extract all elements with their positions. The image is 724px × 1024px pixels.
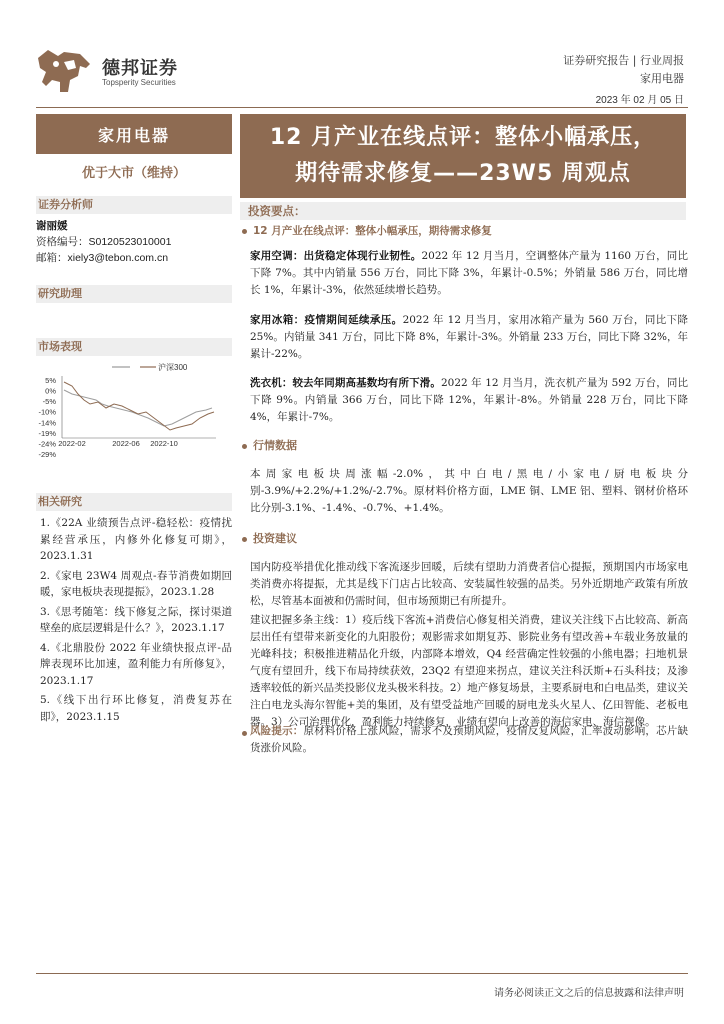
y-tick-label: 5% bbox=[45, 376, 56, 385]
analyst-info bbox=[36, 218, 236, 266]
market-chart-svg bbox=[36, 360, 236, 460]
related-list bbox=[40, 515, 232, 725]
advice-title: 投资建议 bbox=[253, 532, 297, 545]
x-tick-label: 2022-10 bbox=[150, 439, 178, 448]
assistant-heading: 研究助理 bbox=[36, 285, 232, 303]
para-market: 本周家电板块周涨幅-2.0%，其中白电/黑电/小家电/厨电板块分别-3.9%/+2.2%/+1.2%/-2.7%。原材料价格方面，LME 铜、LME 铝、塑料、钢材价格环比分别-3.1%、-1.4%、-0.7%、+1.4%。 bbox=[250, 468, 688, 514]
para-washer-text: 2022 年 12 月当月，洗衣机产量为 592 万台，同比下降 9%。内销量 366 万台，同比下降 12%，年累计-8%。外销量 228 万台，同比下降 4%，年累计-7%。 bbox=[250, 377, 688, 423]
report-sector: 家用电器 bbox=[640, 72, 684, 85]
brand-name-cn: 德邦证券 bbox=[102, 58, 178, 79]
risk-keyword: 风险提示： bbox=[250, 725, 304, 737]
related-item[interactable]: 5.《线下出行环比修复，消费复苏在即》，2023.1.15 bbox=[40, 694, 232, 723]
brand-name-en: Topsperity Securities bbox=[102, 78, 176, 87]
rating: 优于大市（维持） bbox=[81, 166, 186, 181]
bullet-icon bbox=[242, 229, 247, 234]
sector-box: 家用电器 bbox=[36, 114, 232, 154]
invest-sub-title: 12 月产业在线点评：整体小幅承压，期待需求修复 bbox=[253, 225, 492, 237]
para-washer bbox=[250, 375, 688, 426]
title-box bbox=[240, 114, 686, 198]
related-item[interactable]: 4.《北鼎股份 2022 年业绩快报点评-品牌表现环比加速，盈利能力有所修复》，2023.1.17 bbox=[40, 641, 232, 687]
x-tick-label: 2022-06 bbox=[112, 439, 140, 448]
bull-logo-icon bbox=[34, 46, 94, 94]
bullet-icon bbox=[242, 731, 247, 736]
invest-heading: 投资要点： bbox=[240, 202, 686, 220]
header-divider bbox=[36, 107, 688, 108]
y-tick-label: -24% bbox=[38, 439, 56, 449]
report-meta bbox=[563, 52, 684, 88]
x-tick-label: 2022-02 bbox=[58, 439, 86, 448]
analyst-cert: 资格编号：S0120523010001 bbox=[36, 236, 172, 248]
para-aircon bbox=[250, 248, 688, 299]
bullet-icon bbox=[242, 444, 247, 449]
para-risk bbox=[250, 723, 688, 757]
series-line-hs300 bbox=[64, 382, 214, 430]
related-item[interactable]: 1.《22A 业绩预告点评-稳轻松：疫情扰累经营承压，内修外化修复可期》，2023.1.31 bbox=[40, 517, 232, 562]
invest-sub-heading bbox=[242, 223, 492, 238]
market-heading: 市场表现 bbox=[36, 338, 232, 356]
para-advice-2: 建议把握多条主线：1）疫后线下客流+消费信心修复相关消费，建议关注线下占比较高、新高层出任有望带来新变化的九阳股份；观影需求如期复苏、影院业务有望改善+车载业务放量的光峰科技；积极推进精品化升级，内部降本增效，Q4 经营确定性较强的小熊电器；扫地机景气度有望回升，线下布局持续获效，23Q2 有望迎来拐点，建议关注科沃斯+石头科技；及渗透率较低的新兴品类投影仪龙头极米科技。2）地产修复场景，主要系厨电和白电品类，建议关注白电龙头海尔智能+美的集团，及有望受益地产回暖的厨电龙头火星人、亿田智能、老板电器。3）公司治理优化，盈利能力持续修复，业绩有望向上改善的海信家电、海信视像。 bbox=[250, 614, 688, 728]
footer-divider bbox=[36, 973, 688, 974]
legend-label-hs300: 沪深300 bbox=[158, 363, 188, 372]
y-tick-label: -14% bbox=[38, 418, 56, 428]
para-aircon-text: 2022 年 12 月当月，空调整体产量为 1160 万台，同比下降 7%。其中内销量 556 万台，同比下降 3%，年累计-0.5%；外销量 586 万台，同比增长 1%，年累计-3%，依然延续增长趋势。 bbox=[250, 250, 689, 296]
analyst-heading: 证券分析师 bbox=[36, 196, 232, 214]
market-data-title: 行情数据 bbox=[253, 439, 297, 452]
advice-heading bbox=[242, 530, 297, 546]
y-tick-label: -29% bbox=[38, 450, 56, 459]
series-line-gray bbox=[64, 390, 212, 426]
related-heading: 相关研究 bbox=[36, 493, 232, 511]
para-washer-keyword: 洗衣机：较去年同期高基数均有所下滑。 bbox=[250, 377, 441, 389]
report-date: 2023 年 02 月 05 日 bbox=[595, 95, 684, 106]
y-tick-label: -19% bbox=[38, 428, 56, 438]
risk-text: 原材料价格上涨风险，需求不及预期风险，疫情反复风险，汇率波动影响，芯片缺货涨价风险。 bbox=[250, 725, 688, 754]
title-line-1: 12 月产业在线点评：整体小幅承压， bbox=[269, 125, 657, 150]
y-tick-label: 0% bbox=[45, 386, 56, 396]
market-chart bbox=[36, 360, 236, 460]
market-data-heading bbox=[242, 437, 297, 453]
related-item[interactable]: 3.《思考随笔：线下修复之际，探讨渠道壁垒的底层逻辑是什么？》，2023.1.17 bbox=[40, 605, 232, 634]
para-advice-1: 国内防疫举措优化推动线下客流逐步回暖，后续有望助力消费者信心提振，预期国内市场家电类消费亦将提振，尤其是线下门店占比较高、安装属性较强的品类。另外近期地产政策有所放松，尽管基本面被和仍需时间，但市场预期已有所提升。 bbox=[250, 561, 688, 607]
analyst-email[interactable]: 邮箱：xiely3@tebon.com.cn bbox=[36, 252, 169, 264]
company-logo bbox=[34, 46, 194, 96]
para-fridge bbox=[250, 312, 688, 363]
para-fridge-text: 2022 年 12 月当月，家用冰箱产量为 560 万台，同比下降 25%。内销量 341 万台，同比下降 8%，年累计-3%。外销量 233 万台，同比下降 32%，年累计-22%。 bbox=[250, 314, 689, 360]
report-type: 证券研究报告 | 行业周报 bbox=[563, 54, 684, 67]
y-tick-label: -10% bbox=[38, 407, 56, 417]
para-fridge-keyword: 家用冰箱：疫情期间延续承压。 bbox=[250, 314, 403, 326]
title-line-2: 期待需求修复——23W5 周观点 bbox=[295, 161, 631, 186]
analyst-name: 谢丽媛 bbox=[36, 220, 68, 232]
para-aircon-keyword: 家用空调：出货稳定体现行业韧性。 bbox=[250, 250, 422, 262]
related-item[interactable]: 2.《家电 23W4 周观点-春节消费如期回暖，家电板块表现提振》，2023.1.28 bbox=[40, 569, 232, 598]
bullet-icon bbox=[242, 537, 247, 542]
y-tick-label: -5% bbox=[42, 397, 56, 407]
footer-disclaimer: 请务必阅读正文之后的信息披露和法律声明 bbox=[494, 988, 684, 999]
